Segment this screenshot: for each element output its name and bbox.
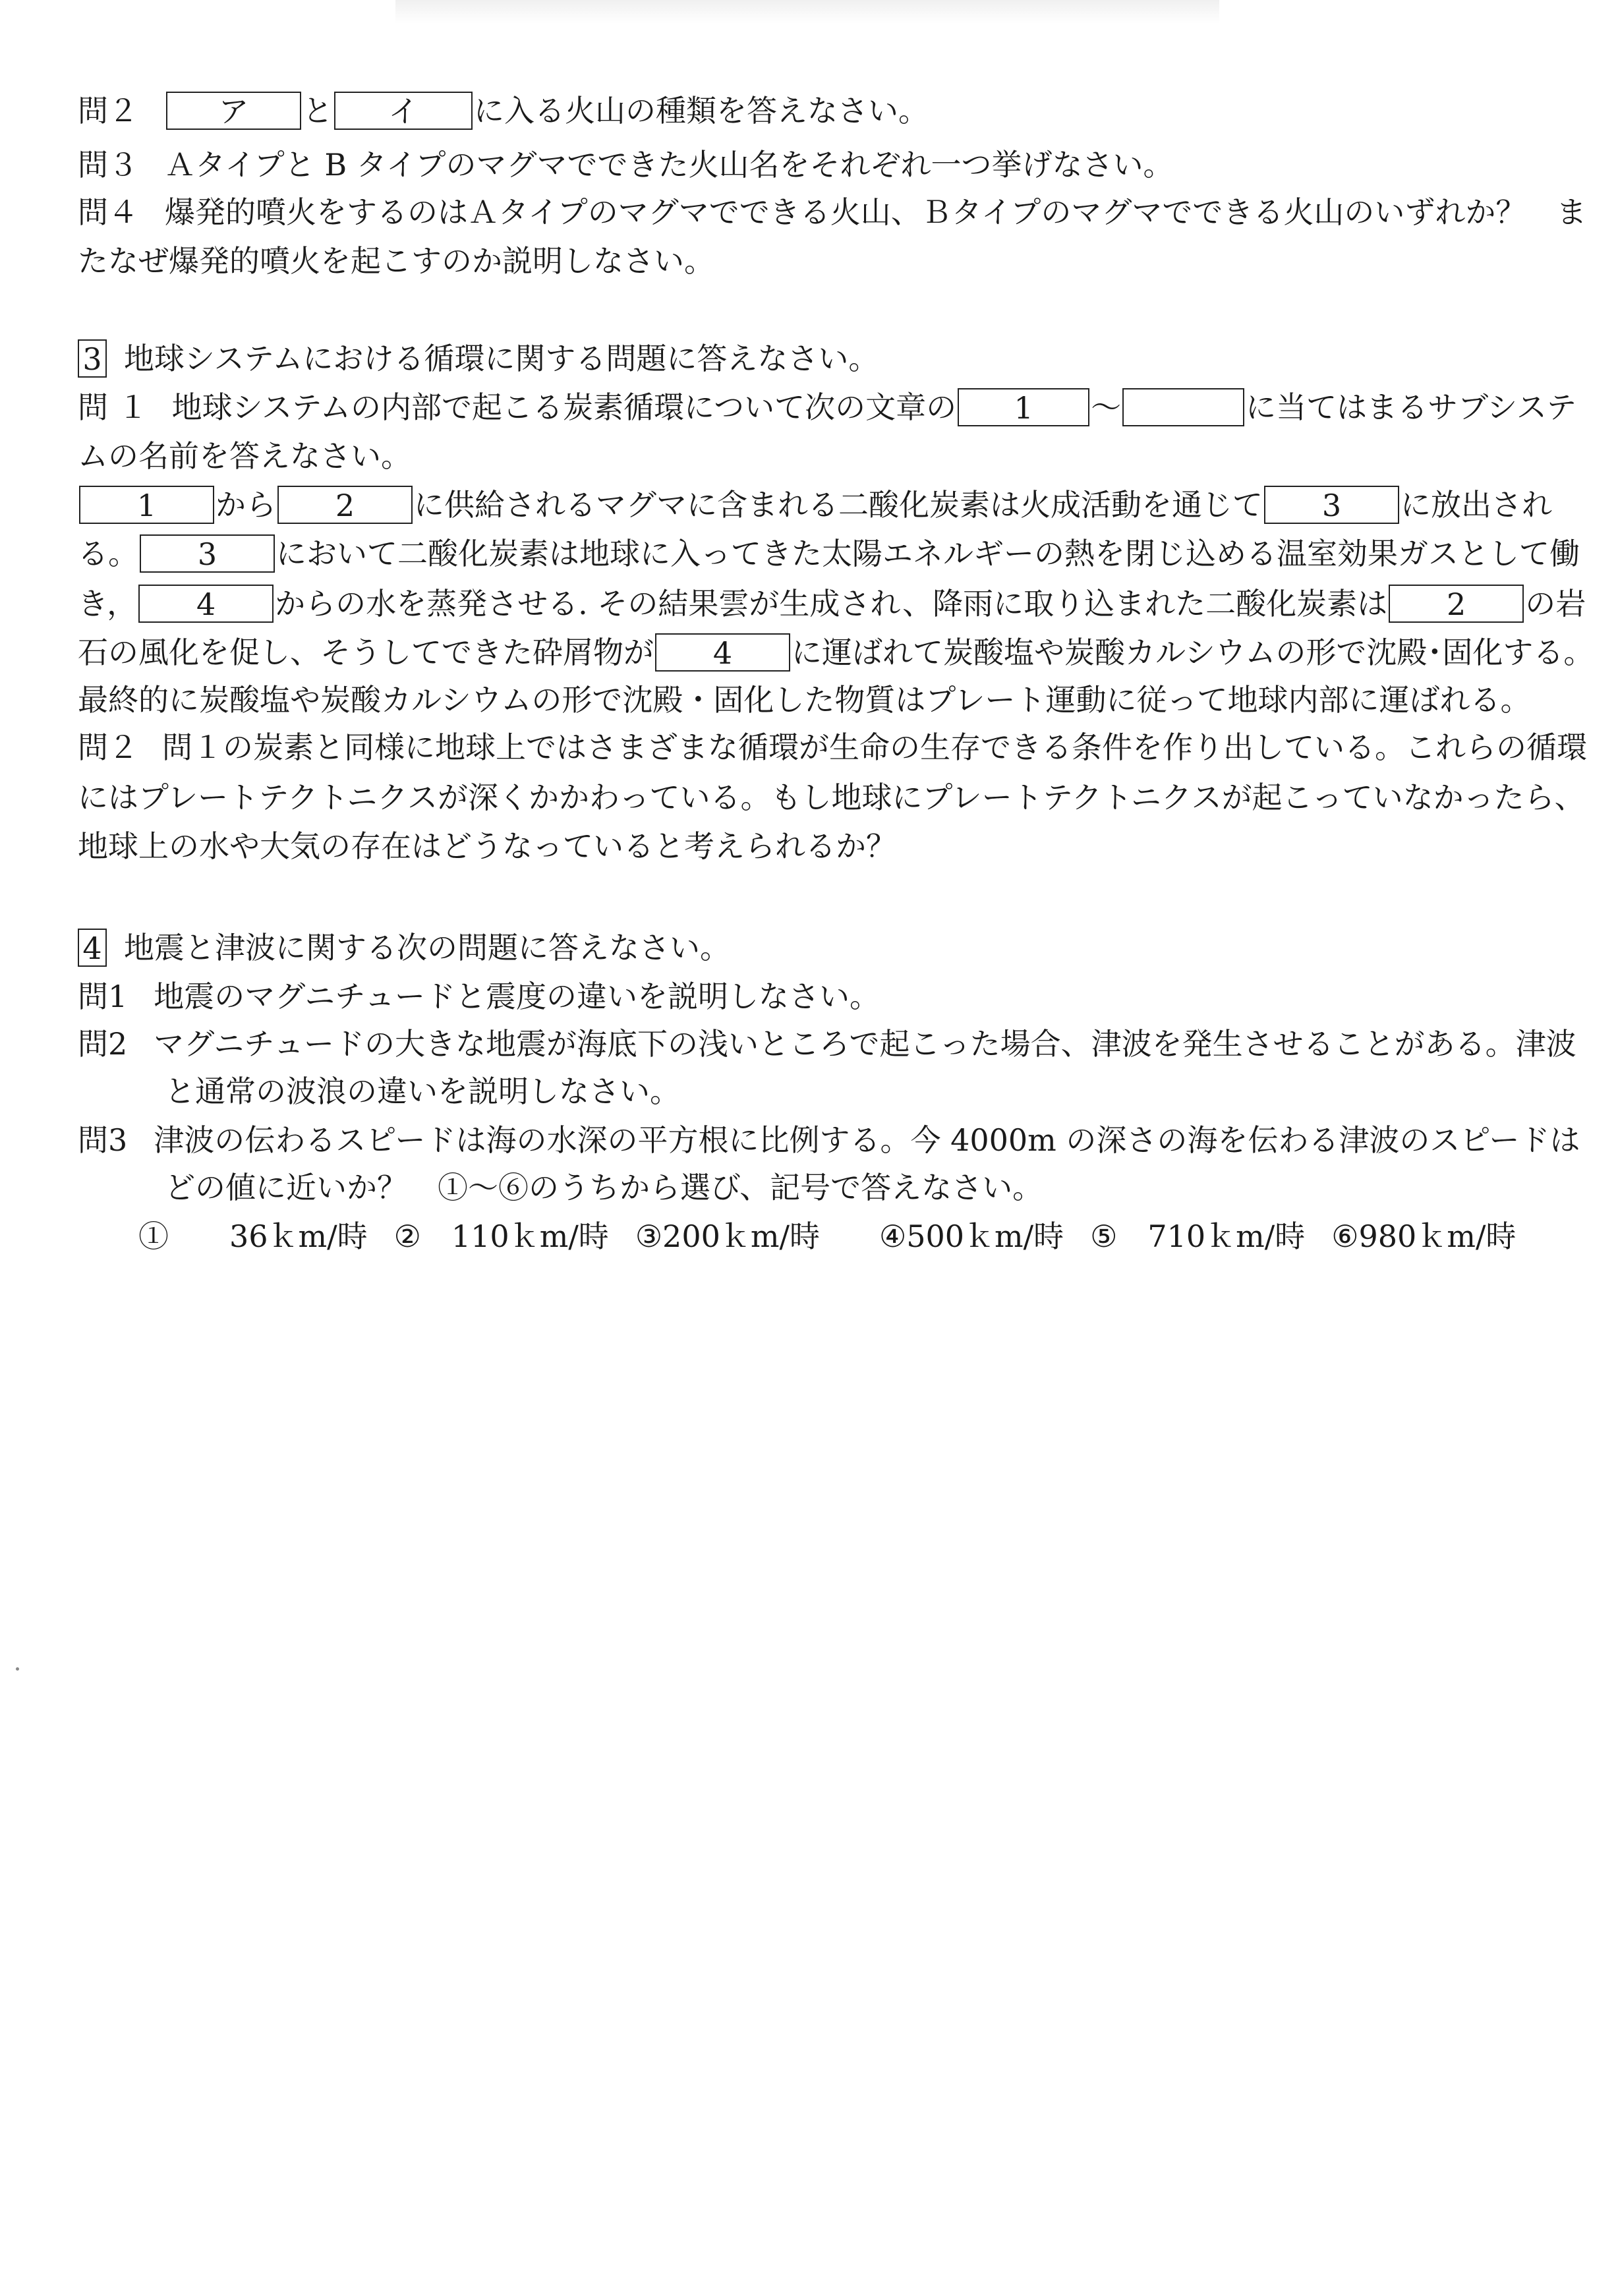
blank-box-4[interactable]: 4 — [138, 585, 274, 623]
question-text: どの値に近いか？ ①～⑥のうちから選び、記号で答えなさい。 — [165, 1170, 1043, 1205]
blank-box-range-end[interactable] — [1122, 388, 1244, 426]
question-text: 地球上の水や大気の存在はどうなっていると考えられるか？ — [78, 828, 896, 864]
section-number: 4 — [78, 929, 107, 967]
scan-speck — [16, 1667, 19, 1671]
question-label: 問３ — [78, 147, 138, 183]
choice-4[interactable]: ④500ｋm/時 — [879, 1219, 1064, 1254]
question-label: 問 １ — [78, 389, 148, 425]
carbon-question-2-cont — [78, 813, 1528, 879]
question-label: 問1 — [78, 979, 128, 1014]
passage-text: の岩 — [1525, 586, 1586, 621]
question-text: に入る火山の種類を答えなさい。 — [474, 93, 929, 129]
question-label: 問２ — [78, 93, 138, 129]
answer-box-i[interactable]: イ — [334, 92, 473, 130]
question-text: に当てはまるサブシステ — [1246, 389, 1576, 425]
question-text: Ａタイプと B タイプのマグマでできた火山名をそれぞれ一つ挙げなさい。 — [165, 147, 1174, 183]
question-label: 問４ — [78, 194, 138, 230]
passage-text: において二酸化炭素は地球に入ってきた太陽エネルギーの熱を閉じ込める温室効果ガスとして働 — [276, 536, 1580, 571]
section-title: 地球システムにおける循環に関する問題に答えなさい。 — [124, 341, 879, 376]
passage-text: き， — [78, 586, 138, 621]
blank-box-3[interactable]: 3 — [1264, 486, 1399, 524]
answer-choices — [138, 1203, 1588, 1269]
question-text: たなぜ爆発的噴火を起こすのか説明しなさい。 — [78, 243, 714, 279]
choice-1[interactable]: ① 36ｋm/時 — [138, 1219, 368, 1254]
question-text: 爆発的噴火をするのはＡタイプのマグマでできる火山、Ｂタイプのマグマでできる火山のいずれか？ ま — [165, 194, 1587, 230]
section-title: 地震と津波に関する次の問題に答えなさい。 — [124, 930, 730, 965]
blank-box-3[interactable]: 3 — [140, 534, 275, 573]
blank-box-4[interactable]: 4 — [655, 633, 790, 672]
answer-box-a[interactable]: ア — [166, 92, 301, 130]
section-number: 3 — [78, 339, 107, 378]
bleed-through-header — [395, 0, 1219, 24]
blank-box-1[interactable]: 1 — [958, 388, 1089, 426]
question-text: 地震のマグニチュードと震度の違いを説明しなさい。 — [154, 979, 880, 1014]
question-text: 地球システムの内部で起こる炭素循環について次の文章の — [171, 389, 957, 425]
question-text: にはプレートテクトニクスが深くかかわっている。もし地球にプレートテクトニクスが起こっていなかったら、 — [78, 780, 1585, 815]
question-label: 問3 — [78, 1122, 128, 1158]
question-label: 問２ — [78, 730, 138, 765]
question-text: ムの名前を答えなさい。 — [78, 438, 411, 474]
blank-box-2[interactable]: 2 — [277, 486, 413, 524]
passage-text: 最終的に炭酸塩や炭酸カルシウムの形で沈殿・固化した物質はプレート運動に従って地球内部に運ばれる。 — [78, 682, 1531, 718]
question-text: 問１の炭素と同様に地球上ではさまざまな循環が生命の生存できる条件を作り出している。これらの循環 — [162, 730, 1587, 765]
choice-2[interactable]: ② 110ｋm/時 — [393, 1219, 609, 1254]
choice-6[interactable]: ⑥980ｋm/時 — [1331, 1219, 1517, 1254]
choice-5[interactable]: ⑤ 710ｋm/時 — [1090, 1219, 1306, 1254]
tilde-text: ～ — [1091, 389, 1122, 425]
passage-text: に供給されるマグマに含まれる二酸化炭素は火成活動を通じて — [414, 487, 1263, 523]
passage-text: に運ばれて炭酸塩や炭酸カルシウムの形で沈殿･固化する。 — [792, 635, 1594, 670]
question-text: と通常の波浪の違いを説明しなさい。 — [165, 1074, 680, 1109]
passage-text: 石の風化を促し、そうしてできた砕屑物が — [78, 635, 654, 670]
blank-box-1[interactable]: 1 — [79, 486, 214, 524]
question-text: 津波の伝わるスピードは海の水深の平方根に比例する。今 4000m の深さの海を伝わる津波のスピードは — [154, 1122, 1580, 1158]
passage-text: る。 — [78, 536, 138, 571]
blank-box-2[interactable]: 2 — [1389, 585, 1524, 623]
connector-text: と — [303, 93, 333, 129]
question-label: 問2 — [78, 1026, 128, 1062]
passage-text: に放出され — [1401, 487, 1552, 523]
passage-text: から — [216, 487, 276, 523]
choice-3[interactable]: ③200ｋm/時 — [635, 1219, 820, 1254]
passage-text: からの水を蒸発させる. その結果雲が生成され、降雨に取り込まれた二酸化炭素は — [275, 586, 1388, 621]
question-text: マグニチュードの大きな地震が海底下の浅いところで起こった場合、津波を発生させることがある。津波 — [154, 1026, 1576, 1062]
volcano-question-4-cont — [78, 228, 1528, 294]
